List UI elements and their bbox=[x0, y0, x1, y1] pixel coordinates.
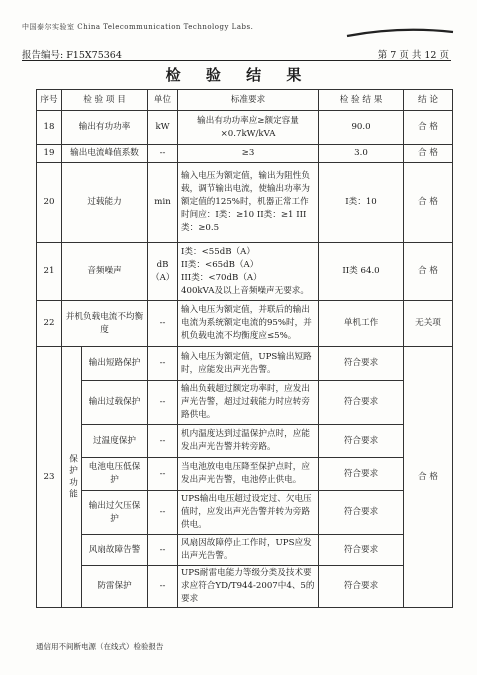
row-result: 符合要求 bbox=[319, 491, 404, 535]
header-divider bbox=[22, 60, 451, 61]
row-item: 过载能力 bbox=[62, 163, 148, 243]
table-row bbox=[37, 145, 453, 163]
row-unit: -- bbox=[148, 566, 178, 608]
table-header-row bbox=[37, 90, 453, 111]
table-row bbox=[37, 566, 453, 608]
row-item: 输出电流峰值系数 bbox=[62, 145, 148, 163]
row-conclusion: 无关项 bbox=[404, 301, 453, 347]
row-conclusion: 合 格 bbox=[404, 347, 453, 608]
row-requirement: 输入电压为额定值，输出为阻性负载，调节输出电流，使输出功率为额定值的125%时，机器正常工作时间应：I类：≥10 II类：≥1 III类：≥0.5 bbox=[178, 163, 319, 243]
table-row bbox=[37, 163, 453, 243]
table-row bbox=[37, 111, 453, 145]
row-item: 输出过欠压保护 bbox=[82, 491, 148, 535]
row-no: 22 bbox=[37, 301, 62, 347]
row-result: I类：10 bbox=[319, 163, 404, 243]
row-item: 电池电压低保护 bbox=[82, 458, 148, 491]
row-conclusion: 合 格 bbox=[404, 163, 453, 243]
row-requirement: 输入电压为额定值，并联后的输出电流为系统额定电流的95%时，并机负载电流不均衡度应≤5%。 bbox=[178, 301, 319, 347]
row-item: 防雷保护 bbox=[82, 566, 148, 608]
row-result: 符合要求 bbox=[319, 347, 404, 381]
table-row bbox=[37, 458, 453, 491]
row-unit: kW bbox=[148, 111, 178, 145]
noise-class-1: I类：<55dB（A） bbox=[181, 246, 255, 257]
row-item: 输出有功功率 bbox=[62, 111, 148, 145]
table-row bbox=[37, 491, 453, 535]
page-title: 检 验 结 果 bbox=[165, 66, 312, 84]
protection-group-label bbox=[62, 347, 82, 608]
row-result: 3.0 bbox=[319, 145, 404, 163]
row-no: 21 bbox=[37, 243, 62, 301]
noise-class-3: III类：<70dB（A） bbox=[181, 272, 262, 283]
header-result: 检 验 结 果 bbox=[319, 90, 404, 111]
report-header bbox=[22, 47, 449, 61]
row-result: 符合要求 bbox=[319, 535, 404, 566]
noise-class-2: II类：<65dB（A） bbox=[181, 259, 259, 270]
table-row bbox=[37, 347, 453, 381]
row-conclusion: 合 格 bbox=[404, 243, 453, 301]
header-unit: 单位 bbox=[148, 90, 178, 111]
org-banner: 中国泰尔实验室 China Telecommunication Technology Labs. bbox=[22, 23, 254, 31]
row-unit: min bbox=[148, 163, 178, 243]
row-requirement: UPS输出电压超过设定过、欠电压值时，应发出声光告警并转为旁路供电。 bbox=[178, 491, 319, 535]
footer-title: 通信用不间断电源（在线式）检验报告 bbox=[36, 642, 164, 651]
row-item: 输出过载保护 bbox=[82, 381, 148, 425]
row-no: 19 bbox=[37, 145, 62, 163]
row-requirement: ≥3 bbox=[178, 145, 319, 163]
row-unit: -- bbox=[148, 535, 178, 566]
table-row bbox=[37, 535, 453, 566]
top-banner bbox=[0, 0, 477, 40]
row-result: 单机工作 bbox=[319, 301, 404, 347]
row-requirement: 当电池放电电压降至保护点时，应发出声光告警，电池停止供电。 bbox=[178, 458, 319, 491]
header-no: 序号 bbox=[37, 90, 62, 111]
row-result: II类 64.0 bbox=[319, 243, 404, 301]
table-row bbox=[37, 425, 453, 458]
row-unit: -- bbox=[148, 145, 178, 163]
report-number: 报告编号: F15X75364 bbox=[22, 50, 122, 61]
row-unit: -- bbox=[148, 381, 178, 425]
row-requirement bbox=[178, 243, 319, 301]
row-requirement: 输出有功功率应≥额定容量×0.7kW/kVA bbox=[178, 111, 319, 145]
results-table bbox=[36, 89, 453, 608]
row-item: 输出短路保护 bbox=[82, 347, 148, 381]
row-unit: dB（A） bbox=[148, 243, 178, 301]
table-row bbox=[37, 243, 453, 301]
header-conclusion: 结 论 bbox=[404, 90, 453, 111]
row-requirement: UPS耐雷电能力等级分类及技术要求应符合YD/T944-2007中4、5的要求 bbox=[178, 566, 319, 608]
table-row bbox=[37, 381, 453, 425]
row-result: 90.0 bbox=[319, 111, 404, 145]
row-no: 20 bbox=[37, 163, 62, 243]
row-result: 符合要求 bbox=[319, 566, 404, 608]
row-unit: -- bbox=[148, 491, 178, 535]
row-requirement: 输出负载超过额定功率时，应发出声光告警，超过过载能力时应转旁路供电。 bbox=[178, 381, 319, 425]
noise-note: 400kVA及以上音频噪声无要求。 bbox=[181, 285, 309, 296]
protection-group-text: 保护功能 bbox=[67, 453, 78, 501]
row-unit: -- bbox=[148, 458, 178, 491]
row-item: 过温度保护 bbox=[82, 425, 148, 458]
row-unit: -- bbox=[148, 347, 178, 381]
row-result: 符合要求 bbox=[319, 458, 404, 491]
row-requirement: 输入电压为额定值，UPS输出短路时，应能发出声光告警。 bbox=[178, 347, 319, 381]
row-item: 风扇故障告警 bbox=[82, 535, 148, 566]
row-conclusion: 合 格 bbox=[404, 111, 453, 145]
row-no: 23 bbox=[37, 347, 62, 608]
row-result: 符合要求 bbox=[319, 425, 404, 458]
row-unit: -- bbox=[148, 425, 178, 458]
header-item: 检 验 项 目 bbox=[62, 90, 148, 111]
table-row bbox=[37, 301, 453, 347]
row-item: 音频噪声 bbox=[62, 243, 148, 301]
row-item: 并机负载电流不均衡度 bbox=[62, 301, 148, 347]
row-requirement: 风扇因故障停止工作时，UPS应发出声光告警。 bbox=[178, 535, 319, 566]
header-requirement: 标准要求 bbox=[178, 90, 319, 111]
page-info: 第 7 页 共 12 页 bbox=[377, 50, 449, 61]
row-conclusion: 合 格 bbox=[404, 145, 453, 163]
row-result: 符合要求 bbox=[319, 381, 404, 425]
row-requirement: 机内温度达到过温保护点时，应能发出声光告警并转旁路。 bbox=[178, 425, 319, 458]
row-no: 18 bbox=[37, 111, 62, 145]
row-unit: -- bbox=[148, 301, 178, 347]
logo-swoosh-icon bbox=[345, 24, 455, 40]
